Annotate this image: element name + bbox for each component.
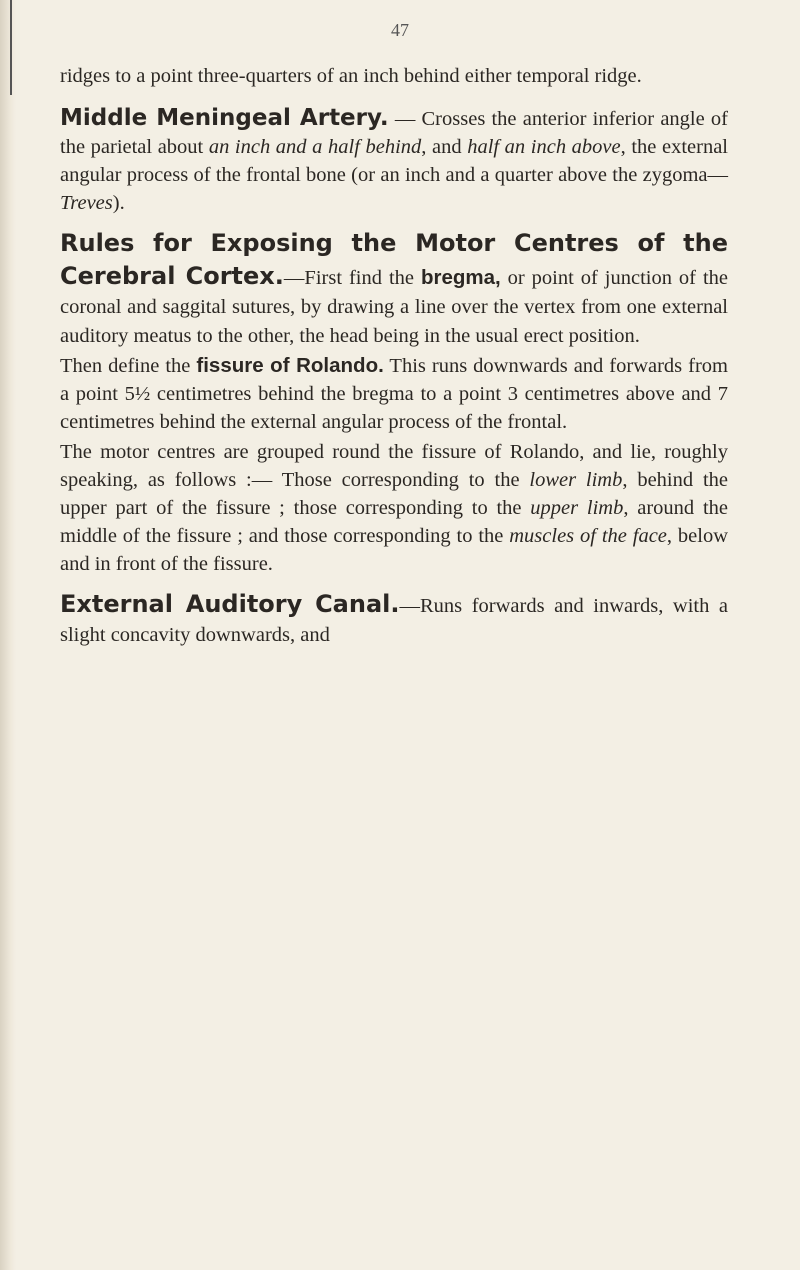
emphasis: muscles of the face <box>509 525 667 548</box>
paragraph-motor-centres: The motor centres are grouped round the fissure of Rolando, and lie, roughly speaking, as follows :— Those corresponding to the lower limb, behind the upper part of the fissure ; those corresponding to the upper limb, around the middle of the fissure ; and those corresponding to the muscles of the face, below and in front of the fissure. <box>60 440 728 576</box>
emphasis: lower limb <box>529 469 623 492</box>
citation: Treves <box>60 192 113 215</box>
page-body <box>60 62 728 650</box>
bold-term: fissure of Rolando. <box>196 353 384 377</box>
emphasis: an inch and a half behind <box>208 136 422 159</box>
section-heading: External Auditory Canal. <box>60 590 400 619</box>
emphasis: half an inch above <box>467 136 621 159</box>
page-edge-shadow <box>0 0 16 1270</box>
section-external-auditory-canal: External Auditory Canal.—Runs forwards and inwards, with a slight concavity downwards, and <box>60 590 728 647</box>
bold-term: bregma, <box>420 266 501 290</box>
paragraph-fissure-of-rolando: Then define the fissure of Rolando. This runs downwards and forwards from a point 5½ centimetres behind the bregma to a point 3 centimetres above and 7 centimetres behind the external angular process of the frontal. <box>60 353 728 433</box>
section-motor-centres: Rules for Exposing the Motor Centres of the Cerebral Cortex.—First find the bregma, or point of junction of the coronal and saggital sutures, by drawing a line over the vertex from one external auditory meatus to the other, the head being in the usual erect position. <box>60 229 728 347</box>
section-heading: Middle Meningeal Artery. <box>60 105 389 132</box>
emphasis: upper limb <box>530 497 624 520</box>
paragraph-continuation: ridges to a point three-quarters of an inch behind either temporal ridge. <box>60 65 642 87</box>
page-number: 47 <box>391 20 409 40</box>
section-heading: Rules for Exposing the Motor Centres of the Cerebral Cortex. <box>60 229 728 291</box>
section-middle-meningeal-artery: Middle Meningeal Artery. — Crosses the anterior inferior angle of the parietal about an inch and a half behind, and half an inch above, the external angular process of the frontal bone (or an inch and a quarter above the zygoma—Treves). <box>60 105 728 215</box>
binding-line <box>10 0 12 95</box>
